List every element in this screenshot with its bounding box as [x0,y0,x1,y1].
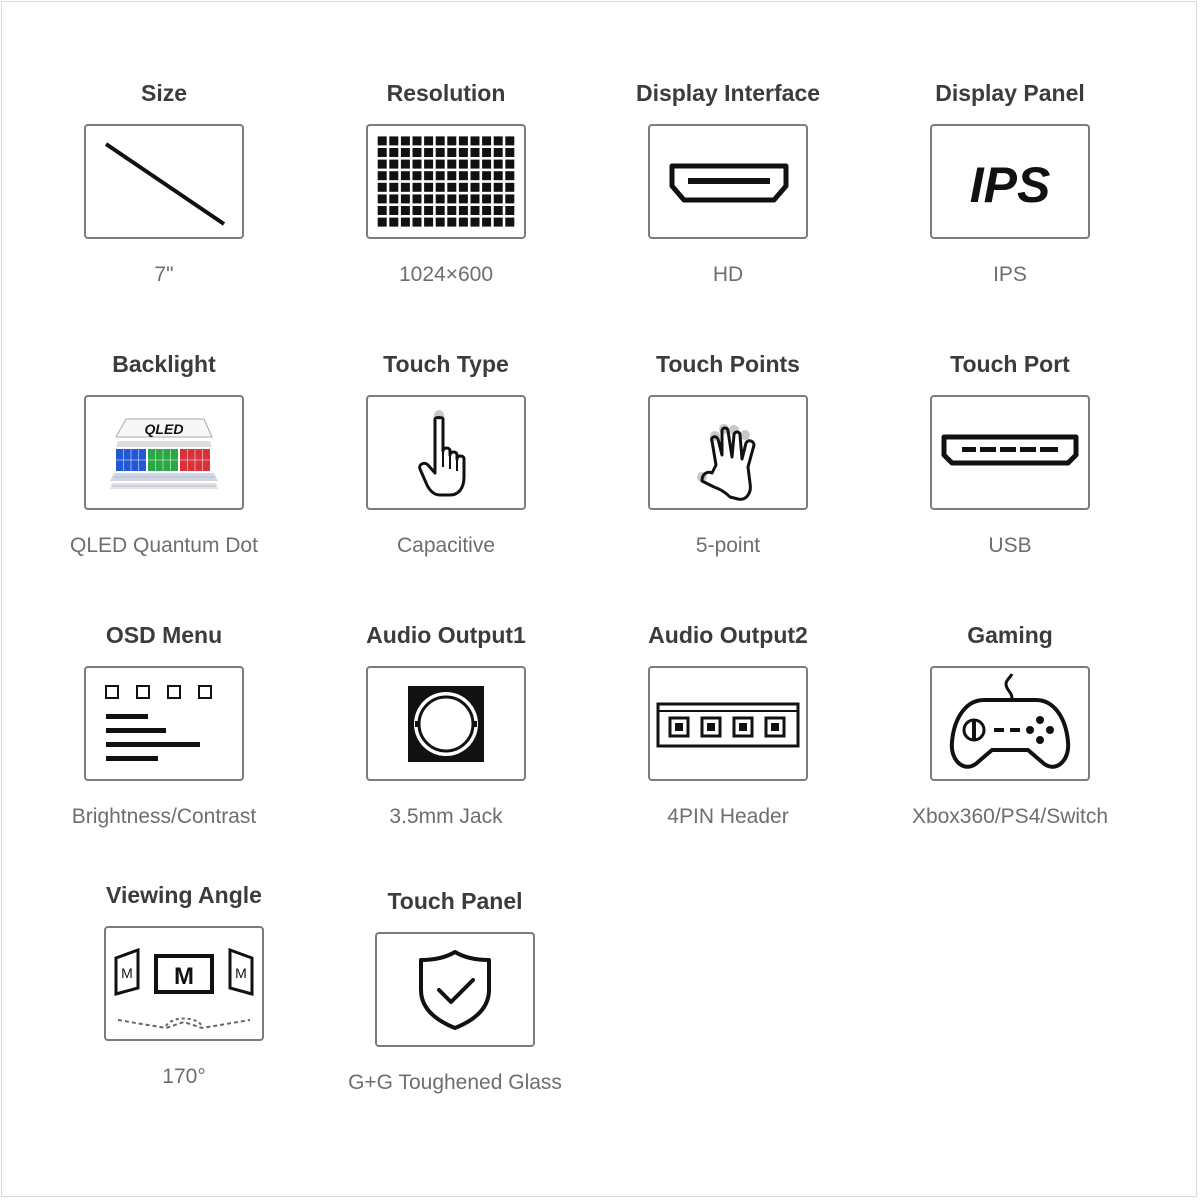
pixel-cell [459,218,468,227]
spec-osd-menu [23,620,305,829]
spec-title: Audio Output1 [366,622,526,648]
spec-icon-box [930,395,1090,510]
spec-value: 4PIN Header [667,805,789,828]
spec-title: Display Interface [635,80,821,106]
pixel-cell [505,148,514,157]
pixel-cell [471,206,480,215]
spec-title: Viewing Angle [106,882,262,908]
spec-resolution [305,78,587,287]
pixel-cell [424,171,433,180]
spec-value: 7" [154,263,174,286]
pixel-cell [447,194,456,203]
spec-audio-output2 [587,620,869,829]
pixel-cell [447,171,456,180]
pixel-cell [424,218,433,227]
spec-touch-panel [314,886,596,1095]
spec-title: Display Panel [935,80,1085,106]
pixel-cell [389,183,398,192]
pixel-cell [389,160,398,169]
pixel-cell [378,194,387,203]
gamepad-icon [932,668,1088,779]
pixel-cell [389,136,398,145]
touch-finger-icon [368,397,524,508]
usb-port-icon [932,397,1088,508]
pixel-cell [505,206,514,215]
spec-value: Capacitive [396,534,496,557]
pixel-cell [482,183,491,192]
pixel-cell [482,171,491,180]
pixel-cell [401,171,410,180]
pixel-cell [436,206,445,215]
pixel-cell [413,160,422,169]
spec-value: Xbox360/PS4/Switch [911,805,1109,828]
spec-icon-box [366,124,526,239]
pixel-cell [389,194,398,203]
spec-icon-box [648,666,808,781]
spec-size [23,78,305,287]
pixel-cell [482,194,491,203]
pixel-cell [378,206,387,215]
spec-value: G+G Toughened Glass [348,1071,562,1094]
svg-text:M: M [235,965,247,981]
pixel-cell [482,218,491,227]
spec-value: 170° [162,1065,206,1088]
spec-display-panel [869,78,1151,287]
spec-value: 5-point [695,534,761,557]
pixel-cell [436,183,445,192]
pixel-cell [505,194,514,203]
spec-icon-box [930,666,1090,781]
pixel-cell [494,206,503,215]
spec-touch-type [305,349,587,558]
spec-title: Touch Panel [387,888,523,914]
spec-value: HD [712,263,744,286]
pixel-cell [424,160,433,169]
spec-gaming [869,620,1151,829]
svg-text:IPS: IPS [969,157,1051,213]
spec-title: Audio Output2 [648,622,808,648]
spec-icon-box [366,666,526,781]
diagonal-line-icon [86,126,242,237]
pin-header-icon [650,668,806,779]
qled-layers-icon [86,397,242,508]
audio-jack-icon [368,668,524,779]
pixel-cell [436,148,445,157]
pixel-cell [505,171,514,180]
pixel-cell [471,148,480,157]
spec-icon-box [84,395,244,510]
spec-value: 1024×600 [398,263,494,286]
spec-icon-box [648,124,808,239]
pixel-grid-icon [368,126,524,237]
pixel-cell [389,206,398,215]
pixel-cell [378,171,387,180]
hdmi-port-icon [650,126,806,237]
pixel-cell [482,206,491,215]
pixel-cell [401,194,410,203]
pixel-cell [424,183,433,192]
pixel-cell [436,218,445,227]
pixel-cell [389,171,398,180]
pixel-cell [401,183,410,192]
spec-audio-output1 [305,620,587,829]
pixel-cell [378,218,387,227]
osd-menu-icon [86,668,242,779]
pixel-cell [378,160,387,169]
spec-title: Resolution [386,80,506,106]
pixel-cell [459,136,468,145]
spec-title: Gaming [967,622,1053,648]
pixel-cell [401,206,410,215]
pixel-cell [505,218,514,227]
pixel-cell [424,136,433,145]
spec-icon-box [84,124,244,239]
spec-title: Backlight [112,351,216,377]
pixel-cell [447,136,456,145]
pixel-cell [413,148,422,157]
pixel-cell [447,160,456,169]
pixel-cell [471,171,480,180]
spec-value: Brightness/Contrast [71,805,257,828]
pixel-cell [401,160,410,169]
pixel-cell [424,206,433,215]
pixel-cell [459,171,468,180]
spec-value: USB [988,534,1032,557]
pixel-cell [378,136,387,145]
pixel-cell [436,136,445,145]
spec-icon-box [375,932,535,1047]
spec-icon-box [366,395,526,510]
spec-title: Touch Points [656,351,800,377]
viewing-angle-icon [106,928,262,1039]
pixel-cell [471,160,480,169]
spec-value: 3.5mm Jack [389,805,503,828]
spec-value: QLED Quantum Dot [70,534,258,557]
pixel-cell [413,171,422,180]
spec-touch-points [587,349,869,558]
pixel-cell [494,183,503,192]
pixel-cell [401,148,410,157]
pixel-cell [413,206,422,215]
pixel-cell [459,183,468,192]
spec-viewing-angle [43,880,325,1089]
spec-display-interface [587,78,869,287]
pixel-cell [413,136,422,145]
pixel-cell [389,218,398,227]
pixel-cell [494,136,503,145]
pixel-cell [447,218,456,227]
pixel-cell [459,160,468,169]
spec-title: Touch Type [383,351,509,377]
svg-text:M: M [121,965,133,981]
spec-icon-box [930,124,1090,239]
pixel-cell [482,148,491,157]
spec-icon-box [648,395,808,510]
pixel-cell [378,183,387,192]
spec-value: IPS [993,263,1027,286]
pixel-cell [447,206,456,215]
pixel-cell [413,183,422,192]
spec-touch-port [869,349,1151,558]
pixel-cell [389,148,398,157]
pixel-cell [413,194,422,203]
pixel-cell [494,171,503,180]
multi-touch-hand-icon [650,397,806,508]
pixel-cell [471,218,480,227]
pixel-cell [494,160,503,169]
pixel-cell [436,171,445,180]
pixel-cell [482,160,491,169]
pixel-cell [459,206,468,215]
pixel-cell [447,148,456,157]
pixel-cell [482,136,491,145]
pixel-cell [401,218,410,227]
spec-backlight [23,349,305,558]
pixel-cell [401,136,410,145]
pixel-cell [424,148,433,157]
pixel-cell [378,148,387,157]
pixel-cell [459,148,468,157]
pixel-cell [471,136,480,145]
pixel-cell [494,194,503,203]
spec-icon-box [84,666,244,781]
pixel-cell [424,194,433,203]
pixel-cell [447,183,456,192]
pixel-cell [413,218,422,227]
spec-icon-box [104,926,264,1041]
spec-title: Touch Port [950,351,1070,377]
spec-title: Size [140,80,188,106]
pixel-cell [436,160,445,169]
pixel-cell [505,160,514,169]
pixel-cell [471,194,480,203]
pixel-cell [436,194,445,203]
shield-check-icon [377,934,533,1045]
svg-text:M: M [174,963,194,990]
pixel-cell [505,183,514,192]
pixel-cell [459,194,468,203]
pixel-cell [494,148,503,157]
spec-title: OSD Menu [105,622,223,648]
svg-text:QLED: QLED [144,421,184,437]
ips-text-icon [932,126,1088,237]
pixel-cell [505,136,514,145]
pixel-cell [471,183,480,192]
pixel-cell [494,218,503,227]
